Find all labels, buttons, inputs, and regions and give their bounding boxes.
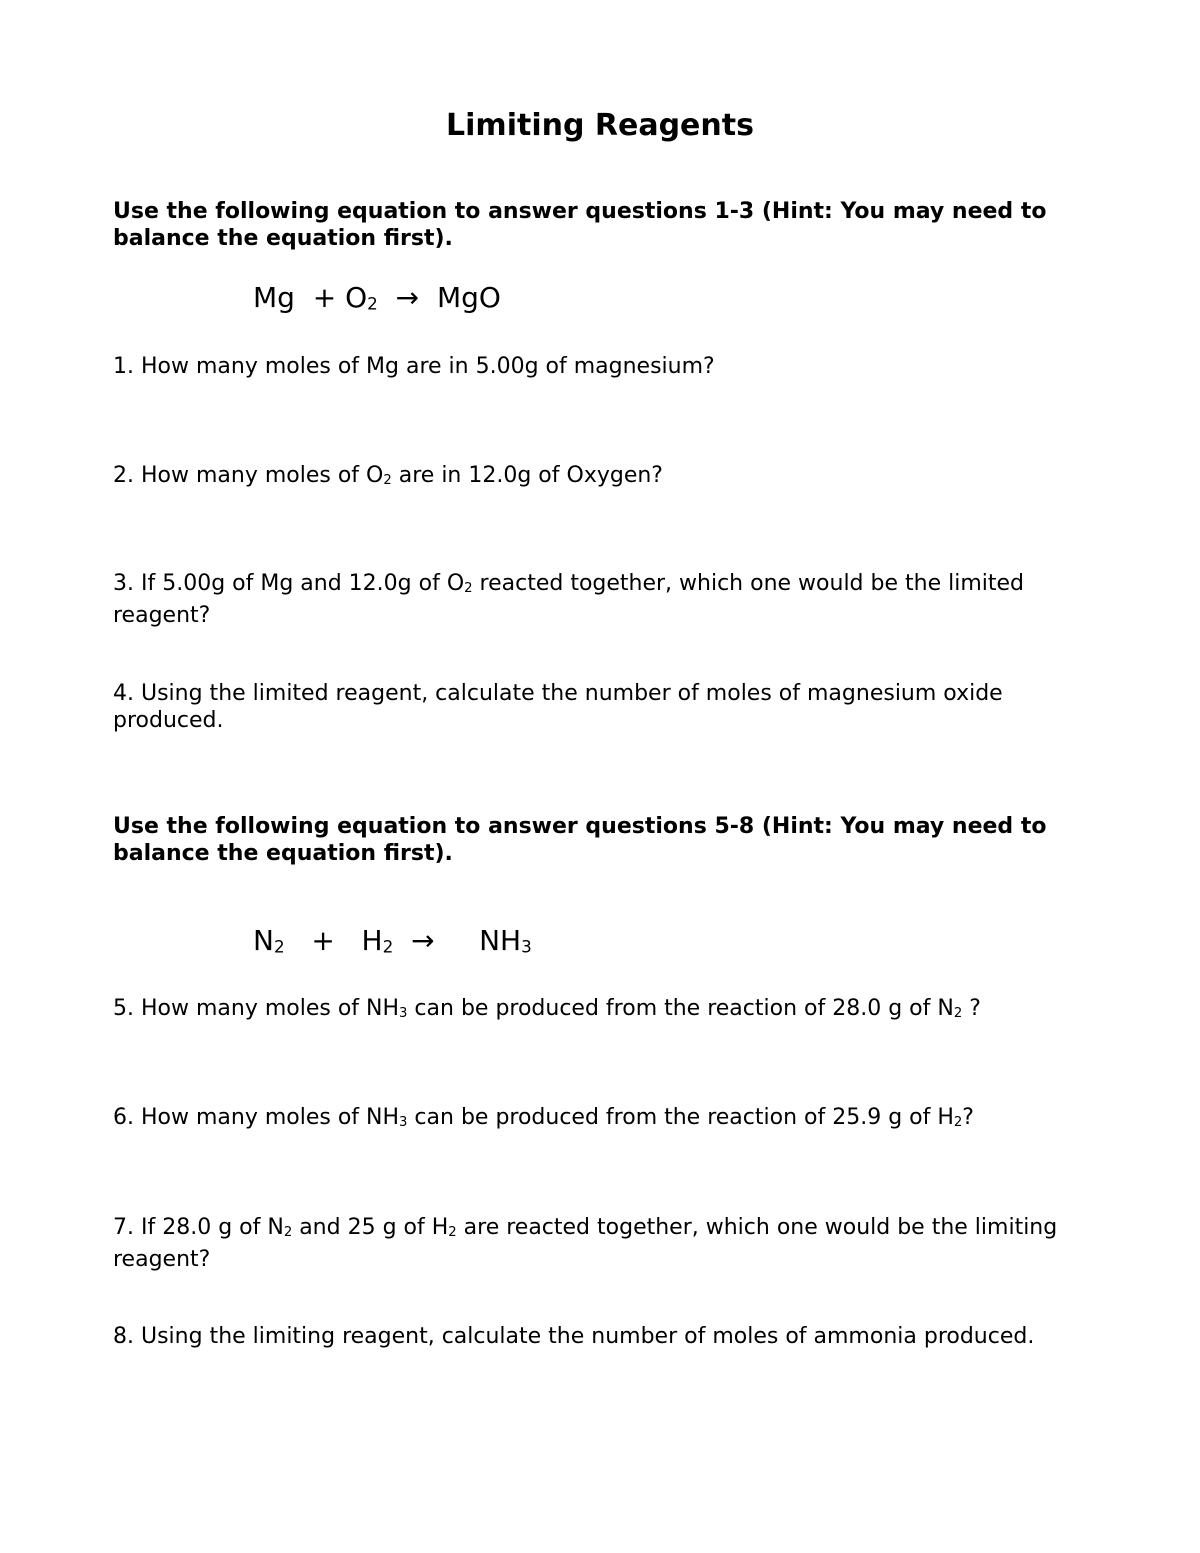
eq2-reactant1-sub: 2 bbox=[273, 936, 285, 957]
eq2-arrow: → bbox=[411, 924, 435, 957]
question-4 bbox=[113, 680, 1093, 734]
q5-sub-b: 2 bbox=[953, 1005, 963, 1021]
q6-text-a: 6. How many moles of NH bbox=[113, 1105, 400, 1130]
q7-text-c: are reacted together, which one would be the limiting reagent? bbox=[113, 1215, 1058, 1272]
q1-text: 1. How many moles of Mg are in 5.00g of magnesium? bbox=[113, 354, 715, 379]
q2-text-b: are in 12.0g of Oxygen? bbox=[391, 463, 663, 488]
eq1-reactant2 bbox=[345, 280, 378, 322]
q6-text-b: can be produced from the reaction of 25.9 g of H bbox=[407, 1105, 954, 1130]
question-3 bbox=[113, 570, 1093, 629]
q7-text-b: and 25 g of H bbox=[292, 1215, 449, 1240]
section1-instruction: Use the following equation to answer questions 1-3 (Hint: You may need to balance the equation first). bbox=[113, 199, 1047, 251]
eq1-reactant1: Mg bbox=[253, 281, 295, 314]
eq1-reactant2-sub: 2 bbox=[367, 293, 378, 314]
q3-sub: 2 bbox=[464, 580, 473, 596]
eq2-reactant1-base: N bbox=[253, 924, 274, 957]
q4-text: 4. Using the limited reagent, calculate the number of moles of magnesium oxide produced. bbox=[113, 681, 1003, 733]
question-2 bbox=[113, 462, 1093, 494]
page-title: Limiting Reagents bbox=[446, 108, 754, 143]
q7-text-a: 7. If 28.0 g of N bbox=[113, 1215, 284, 1240]
q3-text-b: reacted together, which one would be the limited reagent? bbox=[113, 571, 1025, 628]
question-7 bbox=[113, 1214, 1093, 1273]
eq2-product-base: NH bbox=[479, 924, 522, 957]
question-5 bbox=[113, 995, 1093, 1027]
q5-text-b: can be produced from the reaction of 28.0 g of N bbox=[407, 996, 954, 1021]
q6-text-c: ? bbox=[962, 1105, 974, 1130]
eq2-plus: + bbox=[311, 924, 335, 957]
eq1-arrow: → bbox=[395, 281, 420, 314]
eq2-reactant2-base: H bbox=[361, 924, 383, 957]
q3-text-a: 3. If 5.00g of Mg and 12.0g of O bbox=[113, 571, 465, 596]
eq2-reactant2-sub: 2 bbox=[382, 936, 394, 957]
eq1-plus: + bbox=[312, 281, 337, 314]
eq2-reactant2 bbox=[362, 923, 394, 965]
q6-sub-a: 3 bbox=[399, 1114, 408, 1130]
q5-text-c: ? bbox=[962, 996, 981, 1021]
q7-sub-a: 2 bbox=[283, 1224, 293, 1240]
equation-n2-h2 bbox=[253, 923, 532, 965]
q2-text-a: 2. How many moles of O bbox=[113, 463, 384, 488]
question-8 bbox=[113, 1323, 1093, 1350]
q5-sub-a: 3 bbox=[399, 1005, 408, 1021]
q7-sub-b: 2 bbox=[448, 1224, 457, 1240]
question-6 bbox=[113, 1104, 1093, 1136]
q8-text: 8. Using the limiting reagent, calculate the number of moles of ammonia produced. bbox=[113, 1324, 1035, 1349]
eq2-product bbox=[479, 923, 532, 965]
eq2-product-sub: 3 bbox=[521, 936, 532, 957]
eq1-product: MgO bbox=[436, 281, 501, 314]
equation-mg-o2 bbox=[253, 280, 501, 322]
question-1 bbox=[113, 353, 1093, 380]
q6-sub-b: 2 bbox=[953, 1114, 963, 1130]
eq2-reactant1 bbox=[253, 923, 285, 965]
q2-sub: 2 bbox=[383, 472, 392, 488]
section2-instruction: Use the following equation to answer questions 5-8 (Hint: You may need to balance the equation first). bbox=[113, 814, 1047, 866]
q5-text-a: 5. How many moles of NH bbox=[113, 996, 400, 1021]
eq1-reactant2-base: O bbox=[345, 281, 368, 314]
